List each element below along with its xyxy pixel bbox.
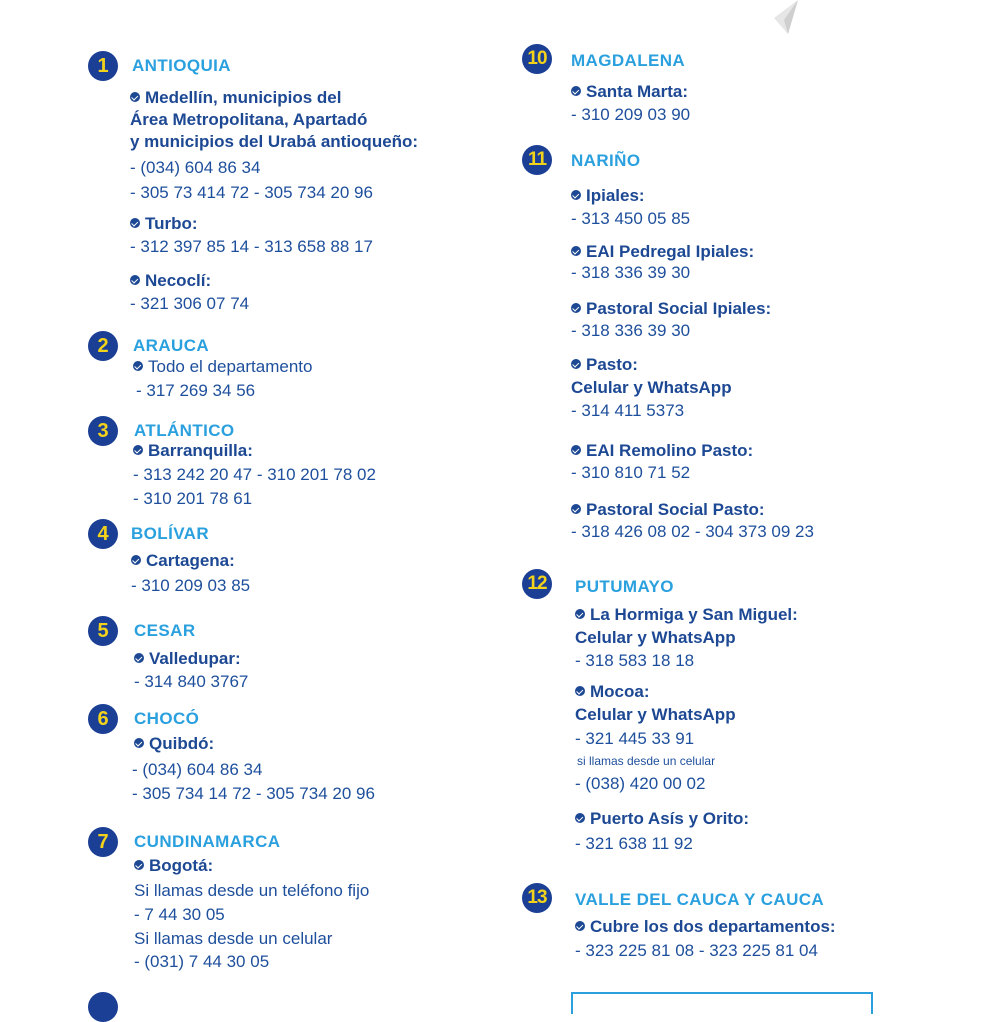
phone-line: - (034) 604 86 34 [132,760,263,779]
dept-number-badge-partial [88,992,118,1022]
city-label: Valledupar: [134,649,241,669]
city-label: Quibdó: [134,734,214,754]
dept-name: ATLÁNTICO [134,421,235,440]
check-icon [130,92,140,102]
city-label: Pasto: [571,355,638,375]
dept-name: NARIÑO [571,151,641,170]
dept-name: ARAUCA [133,336,210,355]
city-label-cont: Celular y WhatsApp [571,378,732,397]
check-icon [130,218,140,228]
city-label: Cartagena: [131,551,235,571]
check-icon [571,445,581,455]
dept-number-badge: 6 [88,704,118,734]
dept-name: CHOCÓ [134,709,200,728]
dept-number-badge: 1 [88,51,118,81]
city-label: Bogotá: [134,856,213,876]
city-label: Cubre los dos departamentos: [575,917,836,937]
dept-name: CUNDINAMARCA [134,832,281,851]
check-icon [134,653,144,663]
note-text: si llamas desde un celular [577,754,716,768]
check-icon [134,860,144,870]
phone-line: - 7 44 30 05 [134,905,225,924]
city-label: Barranquilla: [133,441,253,461]
check-icon [575,686,585,696]
city-label: EAI Remolino Pasto: [571,441,753,461]
dept-number-badge: 13 [522,883,552,913]
dept-number-badge: 3 [88,416,118,446]
dept-name: MAGDALENA [571,51,686,70]
check-icon [130,275,140,285]
phone-line: - 321 445 33 91 [575,729,695,748]
dept-number-badge: 12 [522,569,552,599]
phone-line: - 317 269 34 56 [136,381,256,400]
phone-line: - 318 336 39 30 [571,321,691,340]
phone-line: - 321 638 11 92 [575,834,693,853]
dept-name: ANTIOQUIA [132,56,231,75]
check-icon [131,555,141,565]
city-label: Turbo: [130,214,198,234]
check-icon [134,738,144,748]
city-label: Mocoa: [575,682,650,702]
city-label-cont: y municipios del Urabá antioqueño: [130,132,419,151]
city-label: Puerto Asís y Orito: [575,809,749,829]
dept-number-badge: 2 [88,331,118,361]
city-label: La Hormiga y San Miguel: [575,605,798,625]
city-label: Santa Marta: [571,82,688,102]
phone-line: - 305 734 14 72 - 305 734 20 96 [132,784,375,803]
dept-name: BOLÍVAR [131,524,210,543]
dept-name: CESAR [134,621,196,640]
city-label-cont: Celular y WhatsApp [575,705,736,724]
note-text: Si llamas desde un teléfono fijo [134,881,370,900]
check-icon [571,190,581,200]
phone-line: - 321 306 07 74 [130,294,250,313]
phone-line: - 313 450 05 85 [571,209,691,228]
dept-number-badge: 4 [88,519,118,549]
check-icon [575,609,585,619]
phone-line: - 318 426 08 02 - 304 373 09 23 [571,522,814,541]
phone-line: - 314 840 3767 [134,672,249,691]
check-icon [571,86,581,96]
city-label: Pastoral Social Pasto: [571,500,765,520]
check-icon [575,921,585,931]
check-icon [571,246,581,256]
check-icon [571,359,581,369]
dept-name: VALLE DEL CAUCA Y CAUCA [575,890,825,909]
city-label-cont: Celular y WhatsApp [575,628,736,647]
phone-line: - 310 810 71 52 [571,463,691,482]
dept-name: PUTUMAYO [575,577,674,596]
note-text: Si llamas desde un celular [134,929,333,948]
phone-line: - (031) 7 44 30 05 [134,952,270,971]
info-box-partial [571,992,873,1014]
phone-line: - 318 583 18 18 [575,651,695,670]
check-icon [575,813,585,823]
check-icon [571,303,581,313]
paper-plane-icon [770,0,810,40]
phone-line: - 310 209 03 90 [571,105,691,124]
phone-line: - (034) 604 86 34 [130,158,261,177]
city-label: Necoclí: [130,271,211,291]
city-label: Todo el departamento [133,357,312,377]
dept-number-badge: 10 [522,44,552,74]
check-icon [133,445,143,455]
phone-line: - 313 242 20 47 - 310 201 78 02 [133,465,376,484]
city-label: Pastoral Social Ipiales: [571,299,771,319]
phone-line: - 305 73 414 72 - 305 734 20 96 [130,183,373,202]
dept-number-badge: 5 [88,616,118,646]
city-label: EAI Pedregal Ipiales: [571,242,754,262]
phone-line: - 314 411 5373 [571,401,685,420]
phone-line: - 310 209 03 85 [131,576,251,595]
phone-line: - 310 201 78 61 [133,489,253,508]
city-label-cont: Área Metropolitana, Apartadó [130,110,368,129]
phone-line: - 323 225 81 08 - 323 225 81 04 [575,941,818,960]
phone-line: - 318 336 39 30 [571,263,691,282]
city-label: Ipiales: [571,186,645,206]
city-label: Medellín, municipios del [130,88,341,108]
dept-number-badge: 7 [88,827,118,857]
phone-line: - (038) 420 00 02 [575,774,706,793]
check-icon [133,361,143,371]
check-icon [571,504,581,514]
dept-number-badge: 11 [522,145,552,175]
phone-line: - 312 397 85 14 - 313 658 88 17 [130,237,373,256]
